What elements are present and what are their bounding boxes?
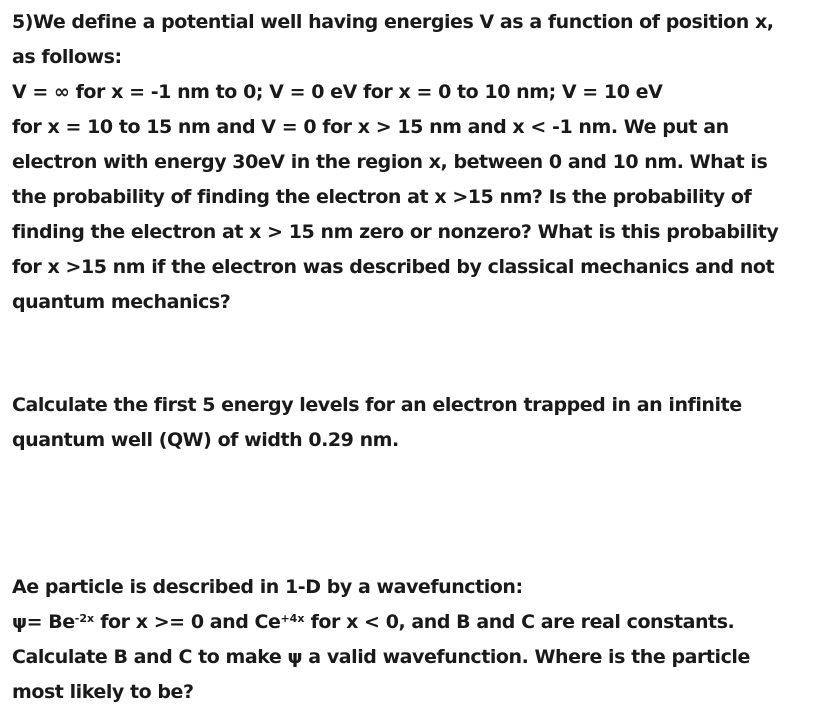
text-line: electron with energy 30eV in the region x, between 0 and 10 nm. What is: [12, 151, 768, 173]
text-line: for x >15 nm if the electron was described by classical mechanics and not: [12, 256, 775, 278]
text-line: Ae particle is described in 1-D by a wavefunction:: [12, 576, 523, 598]
exponent: -2x: [74, 612, 95, 625]
text-line: the probability of finding the electron at x >15 nm? Is the probability of: [12, 186, 752, 208]
text-line: V = ∞ for x = -1 nm to 0; V = 0 eV for x = 0 to 10 nm; V = 10 eV: [12, 81, 663, 103]
text-line: for x = 10 to 15 nm and V = 0 for x > 15 nm and x < -1 nm. We put an: [12, 116, 729, 138]
text-line: finding the electron at x > 15 nm zero or nonzero? What is this probability: [12, 221, 779, 243]
exponent: +4x: [280, 612, 305, 625]
text-line: 5)We define a potential well having energies V as a function of position x,: [12, 11, 774, 33]
equation-line: [12, 610, 734, 634]
text-line: as follows:: [12, 46, 122, 68]
equation-text: ψ= Be: [12, 611, 75, 633]
text-line: Calculate B and C to make ψ a valid wavefunction. Where is the particle: [12, 646, 750, 668]
equation-text: for x >= 0 and Ce: [94, 611, 281, 633]
equation-text: for x < 0, and B and C are real constants.: [304, 611, 735, 633]
text-line: most likely to be?: [12, 681, 194, 703]
text-line: quantum well (QW) of width 0.29 nm.: [12, 429, 399, 451]
text-line: quantum mechanics?: [12, 291, 231, 313]
text-line: Calculate the first 5 energy levels for an electron trapped in an infinite: [12, 394, 742, 416]
